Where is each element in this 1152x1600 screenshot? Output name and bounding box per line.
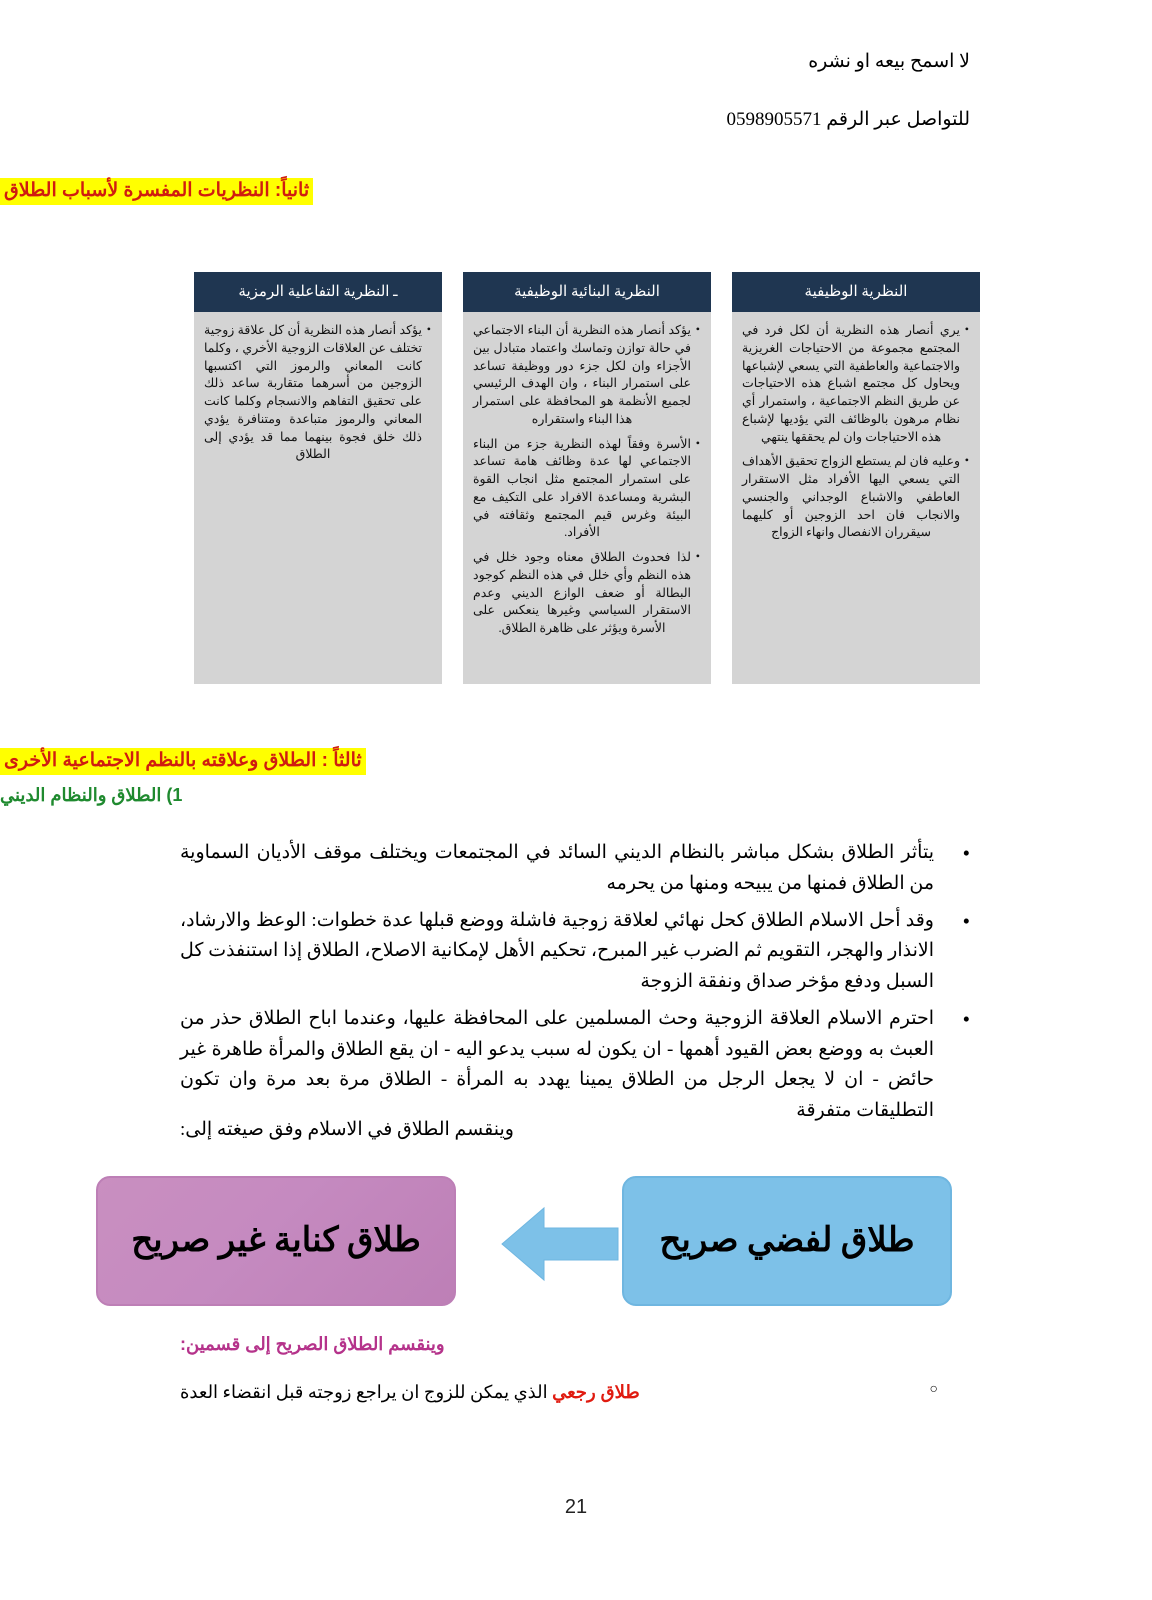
section-three-title-text: ثالثاً : الطلاق وعلاقته بالنظم الاجتماعية الأخرى — [0, 748, 366, 775]
explicit-divorce-subheading — [180, 1334, 980, 1355]
theory-card-paragraph: • يؤكد أنصار هذه النظرية أن كل علاقة زوجية تختلف عن العلاقات الزوجية الأخري ، وكلما كانت المعاني والرموز التي اكتسبها الزوجين من أسرهما متقاربة ساعد ذلك على تحقيق التفاهم والانسجام وكلما كانت المعاني والرموز متباعدة ومتنافرة يؤدي ذلك خلق فجوة بينهما مما قد يؤدي إلى الطلاق — [204, 322, 430, 464]
section-three-title — [0, 748, 978, 775]
diagram-box-implicit-divorce: طلاق كناية غير صريح — [96, 1176, 456, 1306]
theory-card-structural-functional — [463, 272, 711, 684]
theory-card-paragraph: • الأسرة وفقاً لهذه النظرية جزء من البناء الاجتماعي لها عدة وظائف هامة تساعد على استمرار المجتمع مثل انجاب القوة البشرية ومساعدة الافراد على التكيف مع البيئة وغرس قيم المجتمع وثقافته في الأفراد. — [473, 436, 699, 543]
list-item-text: الذي يمكن للزوج ان يراجع زوجته قبل انقضاء العدة — [180, 1382, 553, 1402]
theory-card-paragraph: • يري أنصار هذه النظرية أن لكل فرد في المجتمع مجموعة من الاحتياجات الغريزية والاجتماعية والعاطفية التي يسعي لإشباعها ويحاول كل مجتمع اشباع هذه الاحتياجات عن طريق النظم الاجتماعية ، واستمرار أي نظام مرهون بالوظائف التي يؤديها لإشباع هذه الاحتياجات وان لم يحققها ينتهي — [742, 322, 968, 446]
explicit-divorce-list — [180, 1378, 980, 1407]
divorce-types-diagram — [96, 1176, 952, 1306]
theory-card-body — [463, 312, 711, 657]
theory-card-paragraph: • لذا فحدوث الطلاق معناه وجود خلل في هذه النظم وأي خلل في هذه النظم كوجود البطالة أو ضعف الوازع الديني وعدم الاستقرار السياسي وغيرها ينعكس على الأسرة ويؤثر على ظاهرة الطلاق. — [473, 549, 699, 638]
theory-card-header: ـ النظرية التفاعلية الرمزية — [194, 272, 442, 312]
diagram-box-explicit-divorce: طلاق لفضي صريح — [622, 1176, 952, 1306]
header-notice-line: لا اسمح بيعه او نشره — [808, 51, 970, 72]
theory-card-header: النظرية الوظيفية — [732, 272, 980, 312]
list-item-emphasis: طلاق رجعي — [552, 1382, 640, 1402]
page-number: 21 — [564, 1496, 588, 1518]
list-item: • احترم الاسلام العلاقة الزوجية وحث المسلمين على المحافظة عليها، وعندما اباح الطلاق حذر من العبث به ووضع بعض القيود أهمها - ان يكون له سبب يدعو اليه - ان يقع الطلاق والمرأة طاهرة غير حائض - ان لا يجعل الرجل من الطلاق يمينا يهدد به المرأة - الطلاق مرة بعد مرة وان تكون التطليقات متفرقة — [180, 1004, 980, 1127]
section-two-title — [0, 178, 978, 205]
header-contact-line: للتواصل عبر الرقم 0598905571 — [726, 108, 970, 130]
section-two-title-text: ثانياً: النظريات المفسرة لأسباب الطلاق — [0, 178, 313, 205]
document-header — [210, 48, 970, 163]
religion-bullet-list — [180, 838, 980, 1133]
divorce-types-lead-line: وينقسم الطلاق في الاسلام وفق صيغته إلى: — [180, 1119, 514, 1140]
explicit-divorce-subheading-text: وينقسم الطلاق الصريح إلى قسمين: — [180, 1334, 445, 1354]
list-item: • يتأثر الطلاق بشكل مباشر بالنظام الديني السائد في المجتمعات ويختلف موقف الأديان السماوية من الطلاق فمنها من يبيحه ومنها من يحرمه — [180, 838, 980, 900]
theory-card-body — [194, 312, 442, 483]
diagram-arrow-left-icon — [500, 1204, 620, 1284]
theory-card-body — [732, 312, 980, 561]
section-three-subheading — [0, 785, 978, 806]
list-item: • وقد أحل الاسلام الطلاق كحل نهائي لعلاقة زوجية فاشلة ووضع قبلها عدة خطوات: الوعظ والارشاد، الانذار والهجر، التقويم ثم الضرب غير المبرح، تحكيم الأهل لإمكانية الاصلاح، الطلاق إذا استنفذت كل السبل ودفع مؤخر صداق ونفقة الزوجة — [180, 906, 980, 998]
theory-card-symbolic-interactionist — [194, 272, 442, 684]
theory-card-functional — [732, 272, 980, 684]
theory-card-paragraph: • وعليه فان لم يستطع الزواج تحقيق الأهداف التي يسعي اليها الأفراد مثل الاستقرار العاطفي والاشباع الوجداني والجنسي والانجاب فان احد الزوجين أو كليهما سيقرران الانفصال وانهاء الزواج — [742, 453, 968, 542]
theory-card-header: النظرية البنائية الوظيفية — [463, 272, 711, 312]
section-three-subheading-text: 1) الطلاق والنظام الديني — [0, 785, 183, 805]
list-item — [180, 1378, 980, 1407]
theory-cards-row — [194, 272, 980, 684]
theory-card-paragraph: • يؤكد أنصار هذه النظرية أن البناء الاجتماعي في حالة توازن وتماسك واعتماد متبادل بين الأجزاء وان لكل جزء دور ووظيفة تساعد على استمرار البناء ، وان الهدف الرئيسي لجميع الأنظمة هو المحافظة على استمرار هذا البناء واستقراره — [473, 322, 699, 429]
